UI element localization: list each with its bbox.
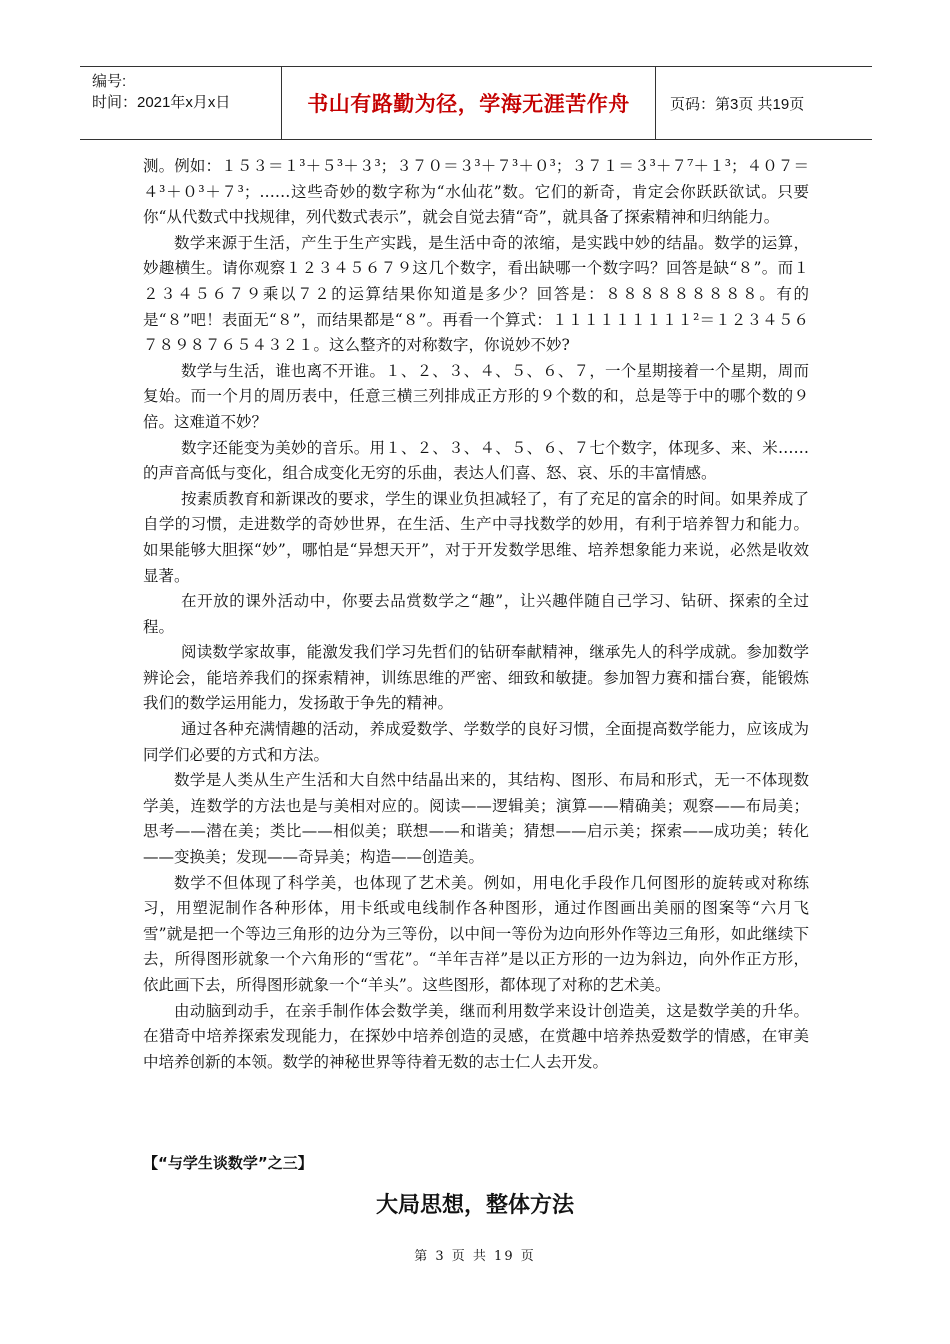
header-motto: 书山有路勤为径，学海无涯苦作舟 xyxy=(282,67,656,139)
paragraph: 由动脑到动手，在亲手制作体会数学美，继而利用数学来设计创造美，这是数学美的升华。在猎奇中培养探索发现能力，在探妙中培养创造的灵感，在赏趣中培养热爱数学的情感，在审美中培养创新的本领。数学的神秘世界等待着无数的志士仁人去开发。 xyxy=(143,1001,809,1071)
section-title: 大局思想，整体方法 xyxy=(375,1193,574,1218)
paragraph: 数学不但体现了科学美，也体现了艺术美。例如，用电化手段作几何图形的旋转或对称练习，用塑泥制作各种形体，用卡纸或电线制作各种图形，通过作图画出美丽的图案等“六月飞雪”就是把一个等边三角形的边分为三等份，以中间一等份为边向形外作等边三角形，如此继续下去，所得图形就象一个六角形的“雪花”。“羊年吉祥”是以正方形的一边为斜边，向外作正方形，依此画下去，所得图形就象一个“羊头”。这些图形，都体现了对称的艺术美。 xyxy=(143,873,809,994)
paragraph: 按素质教育和新课改的要求，学生的课业负担减轻了，有了充足的富余的时间。如果养成了自学的习惯，走进数学的奇妙世界，在生活、生产中寻找数学的妙用，有利于培养智力和能力。如果能够大胆探“妙”，哪怕是“异想天开”，对于开发数学思维、培养想象能力来说，必然是收效显著。 xyxy=(143,489,809,585)
paragraph: 通过各种充满情趣的活动，养成爱数学、学数学的良好习惯，全面提高数学能力，应该成为同学们必要的方式和方法。 xyxy=(143,720,809,764)
paragraph: 在开放的课外活动中，你要去品赏数学之“趣”，让兴趣伴随自己学习、钻研、探索的全过程。 xyxy=(143,592,809,636)
document-body xyxy=(143,154,809,1075)
page-header xyxy=(80,66,872,140)
header-meta xyxy=(80,67,282,139)
section-tag: 【“与学生谈数学”之三】 xyxy=(143,1154,313,1172)
document-number-label: 编号: xyxy=(92,73,127,90)
paragraph: 测。例如：１５３＝１³＋５³＋３³；３７０＝３³＋７³＋０³；３７１＝３³＋７⁷＋１³；４０７＝４³＋０³＋７³；……这些奇妙的数字称为“水仙花”数。它们的新奇，肯定会你跃跃欲试。只要你“从代数式中找规律，列代数式表示”，就会自觉去猜“奇”，就具备了探索精神和归纳能力。 xyxy=(143,157,809,227)
paragraph: 数学来源于生活，产生于生产实践，是生活中奇的浓缩，是实践中妙的结晶。数学的运算，妙趣横生。请你观察１２３４５６７９这几个数字，看出缺哪一个数字吗？回答是缺“８”。而１２３４５６７９乘以７２的运算结果你知道是多少？回答是：８８８８８８８８８。有的是“８”吧！表面无“８”，而结果都是“８”。再看一个算式：１１１１１１１１１²＝１２３４５６７８９８７６５４３２１。这么整齐的对称数字，你说妙不妙? xyxy=(143,233,809,355)
paragraph: 数字还能变为美妙的音乐。用１、２、３、４、５、６、７七个数字，体现多、来、米……的声音高低与变化，组合成变化无穷的乐曲，表达人们喜、怒、哀、乐的丰富情感。 xyxy=(143,438,809,483)
paragraph: 阅读数学家故事，能激发我们学习先哲们的钻研奉献精神，继承先人的科学成就。参加数学辨论会，能培养我们的探索精神，训练思维的严密、细致和敏捷。参加智力赛和擂台赛，能锻炼我们的数学运用能力，发扬敢于争先的精神。 xyxy=(143,643,809,713)
document-date: 时间：2021年x月x日 xyxy=(92,94,231,111)
paragraph: 数学与生活，谁也离不开谁。１、２、３、４、５、６、７，一个星期接着一个星期，周而复始。而一个月的周历表中，任意三横三列排成正方形的９个数的和，总是等于中的哪个数的９倍。这难道不妙？ xyxy=(143,361,809,431)
paragraph: 数学是人类从生产生活和大自然中结晶出来的，其结构、图形、布局和形式，无一不体现数学美，连数学的方法也是与美相对应的。阅读——逻辑美；演算——精确美；观察——布局美；思考——潜在美；类比——相似美；联想——和谐美；猜想——启示美；探索——成功美；转化——变换美；发现——奇异美；构造——创造美。 xyxy=(143,771,809,867)
page-footer: 第 3 页 共 19 页 xyxy=(414,1249,536,1264)
header-page-info: 页码：第3页 共19页 xyxy=(670,95,805,113)
